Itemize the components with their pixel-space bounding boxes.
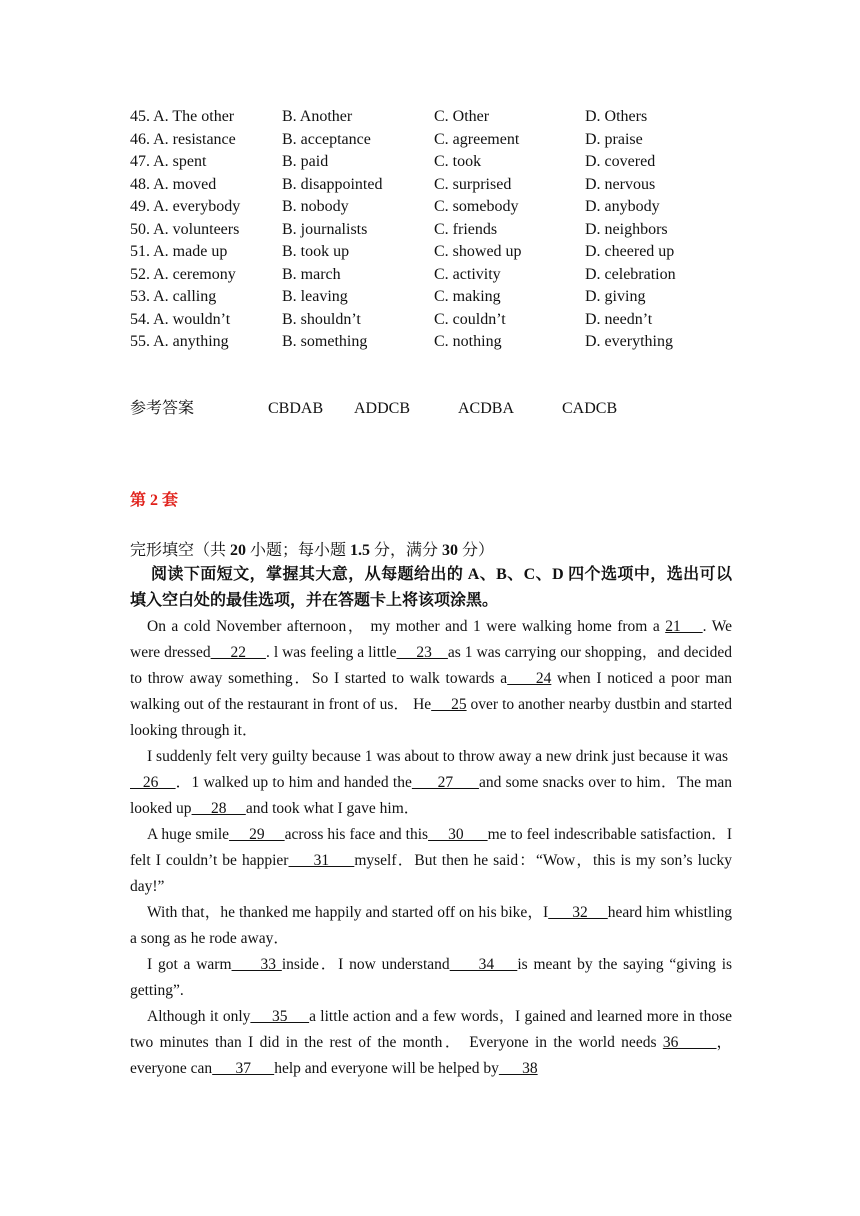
option-d: D. anybody — [585, 198, 660, 215]
text: myself．But then he said：“Wow，this is my son’s lucky day!” — [130, 852, 733, 895]
option-d: D. cheered up — [585, 243, 675, 260]
blank-26: 26 — [130, 774, 176, 791]
blank-21: 21 — [665, 618, 703, 635]
paragraph — [130, 1004, 732, 1082]
section-heading-text: 分，满分 — [370, 542, 443, 559]
paragraph — [130, 770, 732, 822]
instructions: 阅读下面短文，掌握其大意，从每题给出的 A、B、C、D 四个选项中，选出可以填入空白处的最佳选项，并在答题卡上将该项涂黑。 — [130, 566, 732, 609]
text: I suddenly felt very guilty because 1 was about to throw away a new drink just because it was — [147, 748, 729, 765]
text: and took what I gave him． — [245, 800, 420, 817]
blank-30: 30 — [428, 826, 488, 843]
blank-33: 33 — [231, 956, 282, 973]
option-d: D. Others — [585, 108, 648, 125]
option-a: 49. A. everybody — [130, 198, 241, 215]
text: inside．I now understand — [281, 956, 450, 973]
option-c: C. activity — [434, 265, 501, 283]
option-a: 54. A. wouldn’t — [130, 310, 231, 328]
blank-22: 22 — [210, 644, 266, 661]
option-b: B. took up — [282, 243, 350, 260]
paragraph — [130, 900, 732, 952]
section-heading-text: 完形填空（共 — [130, 542, 231, 559]
points-total: 30 — [442, 542, 459, 559]
question-count: 20 — [230, 542, 247, 559]
text: me to feel indescribable satisfaction．I felt I couldn’t be happier — [130, 826, 732, 869]
text: ．1 walked up to him and handed the — [175, 774, 412, 791]
option-b: B. acceptance — [282, 130, 371, 148]
option-d: D. celebration — [585, 265, 676, 283]
text: as 1 was carrying our shopping，and decided to throw away something．So I started to walk towards a — [130, 644, 732, 687]
text: heard him whistling a song as he rode away． — [130, 904, 732, 947]
paragraph — [130, 744, 732, 770]
option-a: 51. A. made up — [130, 243, 228, 260]
option-c: C. couldn’t — [434, 310, 506, 328]
option-b: B. shouldn’t — [282, 310, 361, 328]
option-d: D. praise — [585, 130, 643, 148]
cloze-passage — [130, 614, 732, 1082]
text: On a cold November afternoon， my mother and 1 were walking home from a — [147, 618, 666, 635]
option-c: C. Other — [434, 108, 490, 125]
text: is meant by the saying “giving is getting”. — [130, 956, 733, 999]
blank-24: 24 — [507, 670, 552, 687]
option-d: D. covered — [585, 153, 656, 170]
text: when I noticed a poor man walking out of the restaurant in front of us． He — [130, 670, 733, 713]
paragraph — [130, 822, 732, 900]
section-heading-text: 分） — [458, 542, 495, 559]
option-d: D. needn’t — [585, 310, 653, 328]
option-a: 52. A. ceremony — [130, 265, 236, 283]
section-heading-text: 小题；每小题 — [246, 542, 351, 559]
blank-27: 27 — [411, 774, 479, 791]
text: help and everyone will be helped by — [274, 1060, 499, 1077]
answer-group: CADCB — [562, 400, 618, 417]
text: over to another nearby dustbin and started looking through it． — [130, 696, 733, 739]
text: and some snacks over to him．The man looked up — [130, 774, 733, 817]
set-title: 第 2 套 — [130, 492, 179, 509]
option-b: B. march — [282, 265, 341, 283]
option-b: B. Another — [282, 108, 353, 125]
option-c: C. somebody — [434, 198, 519, 215]
text: With that，he thanked me happily and started off on his bike，I — [147, 904, 549, 921]
option-b: B. something — [282, 333, 368, 350]
section-heading — [130, 537, 494, 560]
blank-38: 38 — [498, 1060, 538, 1077]
blank-36: 36 — [662, 1034, 717, 1051]
option-c: C. showed up — [434, 243, 522, 260]
text: I got a warm — [147, 956, 232, 973]
text: Although it only — [147, 1008, 251, 1025]
text: ， everyone can — [130, 1034, 733, 1077]
option-c: C. agreement — [434, 130, 520, 148]
answer-key-label: 参考答案 — [130, 400, 195, 417]
answer-group: ACDBA — [458, 400, 515, 417]
option-a: 45. A. The other — [130, 108, 235, 125]
text: A huge smile — [147, 826, 230, 843]
option-a: 53. A. calling — [130, 288, 217, 305]
option-a: 46. A. resistance — [130, 130, 236, 148]
blank-29: 29 — [229, 826, 285, 843]
answer-group: ADDCB — [354, 400, 411, 417]
option-d: D. nervous — [585, 175, 656, 193]
paragraph — [130, 614, 732, 744]
option-b: B. disappointed — [282, 175, 383, 193]
answer-group: CBDAB — [268, 400, 324, 417]
text: . l was feeling a little — [265, 644, 397, 661]
option-b: B. nobody — [282, 198, 349, 215]
text: across his face and this — [284, 826, 429, 843]
blank-25: 25 — [431, 696, 467, 713]
option-a: 55. A. anything — [130, 333, 229, 350]
option-c: C. friends — [434, 220, 498, 238]
option-d: D. everything — [585, 333, 673, 350]
text: a little action and a few words，I gained and learned more in those two minutes than I did in the rest of the month． Everyone in the world needs — [130, 1008, 732, 1051]
option-c: C. nothing — [434, 333, 502, 350]
blank-23: 23 — [396, 644, 448, 661]
option-a: 48. A. moved — [130, 175, 217, 193]
points-each: 1.5 — [350, 542, 371, 559]
blank-31: 31 — [288, 852, 355, 869]
option-d: D. neighbors — [585, 220, 668, 238]
blank-35: 35 — [250, 1008, 310, 1025]
paragraph — [130, 952, 732, 1004]
option-c: C. making — [434, 288, 501, 305]
option-b: B. paid — [282, 153, 329, 170]
option-a: 47. A. spent — [130, 153, 207, 170]
blank-28: 28 — [191, 800, 246, 817]
option-c: C. surprised — [434, 175, 512, 193]
blank-34: 34 — [449, 956, 518, 973]
option-c: C. took — [434, 153, 482, 170]
blank-32: 32 — [548, 904, 608, 921]
option-d: D. giving — [585, 288, 646, 305]
text: . We were dressed — [130, 618, 733, 661]
option-b: B. leaving — [282, 288, 348, 305]
option-b: B. journalists — [282, 220, 368, 238]
option-a: 50. A. volunteers — [130, 220, 240, 238]
blank-37: 37 — [212, 1060, 275, 1077]
